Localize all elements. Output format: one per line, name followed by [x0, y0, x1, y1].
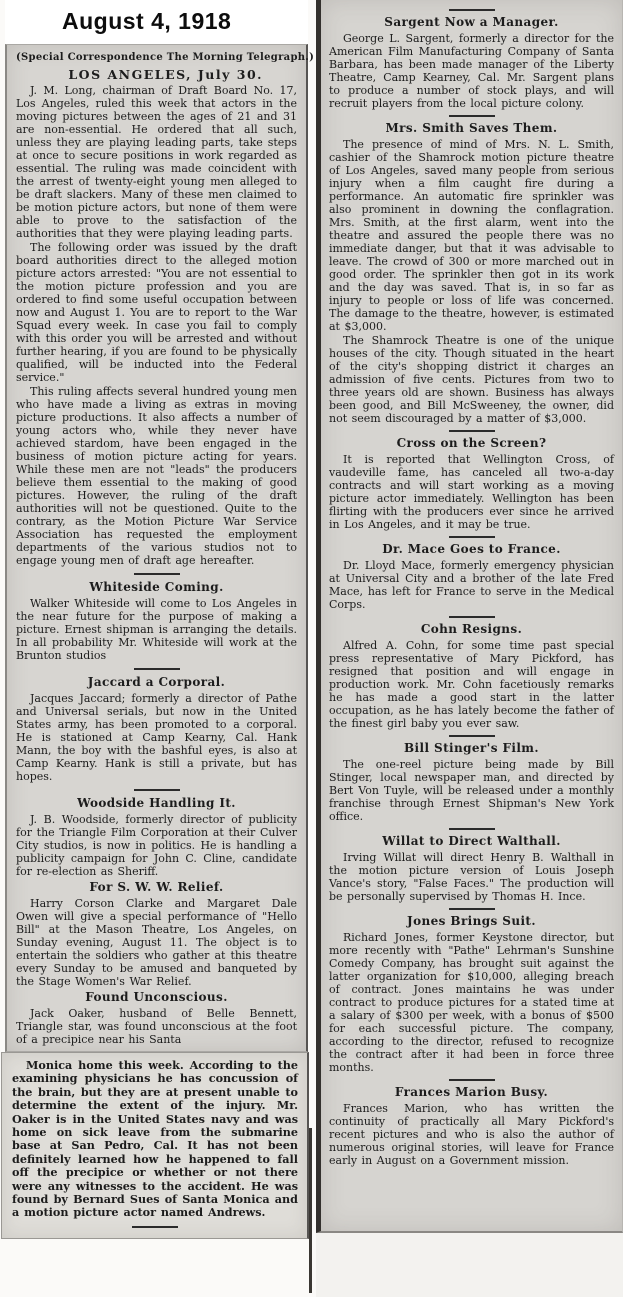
article-paragraph: The following order was issued by the draft board authorities direct to the alleged motion picture actors arrested: "You are not essential to the motion picture profession and you are ordered to find some useful occupation between now and August 1. You are to report to the War Squad every week. In case you fail to comply with this order you will be arrested and without further hearing, if you are found to be physically qualified, will be inducted into the Federal service."	[16, 241, 297, 384]
section-heading: Dr. Mace Goes to France.	[382, 542, 561, 556]
section-body	[16, 597, 297, 662]
section-heading: Jaccard a Corporal.	[87, 675, 226, 689]
section-body	[329, 138, 614, 425]
left-sections	[16, 573, 297, 1046]
news-section	[16, 880, 297, 988]
section-divider	[449, 536, 495, 538]
article-paragraph: J. M. Long, chairman of Draft Board No. 17, Los Angeles, ruled this week that actors in the moving pictures between the ages of 21 and 31 are non-essential. He ordered that all such, unless they are playing leading parts, take steps at once to secure positions in work regarded as essential. The ruling was made coincident with the arrest of twenty-eight young men alleged to be draft slackers. Many of these men claimed to be motion picture actors, but none of them were able to prove to the satisfaction of the authorities that they were playing leading parts.	[16, 84, 297, 240]
section-heading: Mrs. Smith Saves Them.	[385, 121, 558, 135]
right-sections	[329, 9, 614, 1167]
section-heading: Cohn Resigns.	[420, 622, 523, 636]
section-body	[329, 32, 614, 110]
section-body	[329, 639, 614, 730]
section-body	[16, 692, 297, 783]
article-paragraph: The one-reel picture being made by Bill Stinger, local newspaper man, and directed by Bert Von Tuyle, will be released under a monthly franchise through Ernest Shipman's New York office.	[329, 758, 614, 823]
section-body	[329, 1102, 614, 1167]
dateline: LOS ANGELES, July 30.	[68, 67, 263, 82]
article-paragraph: George L. Sargent, formerly a director for the American Film Manufacturing Company of Santa Barbara, has been made manager of the Liberty Theatre, Camp Kearney, Cal. Mr. Sargent plans to produce a number of stock plays, and will recruit players from the local picture colony.	[329, 32, 614, 110]
news-section	[329, 908, 614, 1074]
section-divider	[134, 573, 180, 575]
section-heading: Frances Marion Busy.	[394, 1085, 549, 1099]
section-heading: Found Unconscious.	[85, 990, 228, 1004]
section-heading: Cross on the Screen?	[396, 436, 547, 450]
section-body	[329, 758, 614, 823]
section-divider	[449, 9, 495, 11]
section-divider	[449, 616, 495, 618]
news-section	[16, 573, 297, 662]
article-paragraph: Irving Willat will direct Henry B. Walthall in the motion picture version of Louis Joseph Vance's story, "False Faces." The production will be personally supervised by Thomas H. Ince.	[329, 851, 614, 903]
section-heading: Jones Brings Suit.	[407, 914, 536, 928]
news-section	[16, 789, 297, 878]
section-heading: Bill Stinger's Film.	[404, 741, 539, 755]
section-heading: Woodside Handling It.	[77, 796, 236, 810]
article-paragraph: Richard Jones, former Keystone director, but more recently with "Pathe" Lehrman's Sunshine Comedy Company, has brought suit against the latter organization for $10,000, alleging breach of contract. Jones maintains he was under contract to produce pictures for a stated time at a salary of $300 per week, with a bonus of $500 for each successful picture. The company, according to the director, refused to recognize the contract after it had been in force three months.	[329, 931, 614, 1074]
news-section	[329, 828, 614, 903]
article-paragraph: Alfred A. Cohn, for some time past special press representative of Mary Pickford, has resigned that position and will engage in production work. Mr. Cohn facetiously remarks he has made a good start in the latter occupation, as he has lately become the father of the finest girl baby you ever saw.	[329, 639, 614, 730]
news-section	[329, 735, 614, 823]
section-heading: Whiteside Coming.	[89, 580, 224, 594]
news-section	[329, 9, 614, 110]
news-section	[329, 1079, 614, 1167]
clipping-edge-shadow	[309, 1128, 312, 1293]
section-body	[16, 897, 297, 988]
left-column	[5, 0, 315, 1239]
news-section	[16, 990, 297, 1046]
news-section	[329, 115, 614, 425]
section-heading: Willat to Direct Walthall.	[382, 834, 561, 848]
bold-clipping-fragment	[1, 1052, 309, 1239]
article-paragraph: Harry Corson Clarke and Margaret Dale Owen will give a special performance of "Hello Bill" at the Mason Theatre, Los Angeles, on Sunday evening, August 11. The object is to entertain the soldiers who gather at this theatre every Sunday to be amused and banqueted by the Stage Women's War Relief.	[16, 897, 297, 988]
section-heading: Sargent Now a Manager.	[384, 15, 559, 29]
article-paragraph: The presence of mind of Mrs. N. L. Smith, cashier of the Shamrock motion picture theatre of Los Angeles, saved many people from serious injury when a film caught fire during a performance. An automatic fire sprinkler was also prominent in downing the conflagration. Mrs. Smith, at the first alarm, went into the theatre and assured the people there was no immediate danger, but that it was advisable to leave. The crowd of 300 or more marched out in good order. The sprinkler then got in its work and the day was saved. That is, in so far as injury to people or loss of life was concerned. The damage to the theatre, however, is estimated at $3,000.	[329, 138, 614, 333]
section-divider	[449, 430, 495, 432]
page-title: August 4, 1918	[5, 0, 308, 44]
section-divider	[449, 908, 495, 910]
section-body	[16, 1007, 297, 1046]
news-section	[329, 430, 614, 531]
section-body	[329, 851, 614, 903]
main-article-body	[16, 84, 297, 567]
article-paragraph: The Shamrock Theatre is one of the unique houses of the city. Though situated in the heart of the city's shopping district it charges an admission of five cents. Pictures from two to three years old are shown. Business has always been good, and Bill McSweeney, the owner, did not seem discouraged by a matter of $3,000.	[329, 334, 614, 425]
section-divider	[134, 668, 180, 670]
section-body	[329, 559, 614, 611]
section-divider	[134, 789, 180, 791]
news-section	[329, 616, 614, 730]
section-divider	[449, 828, 495, 830]
left-news-clipping	[5, 44, 315, 1052]
right-column	[316, 0, 623, 1233]
credit-line: (Special Correspondence The Morning Telegraph.)	[16, 52, 315, 63]
article-paragraph: Frances Marion, who has written the continuity of practically all Mary Pickford's recent pictures and who is also the author of numerous original stories, will leave for France early in August on a Government mission.	[329, 1102, 614, 1167]
news-section	[329, 536, 614, 611]
article-paragraph: Dr. Lloyd Mace, formerly emergency physician at Universal City and a brother of the late Fred Mace, has left for France to serve in the Medical Corps.	[329, 559, 614, 611]
section-divider	[449, 735, 495, 737]
section-divider	[449, 1079, 495, 1081]
article-paragraph: This ruling affects several hundred young men who have made a living as extras in moving picture productions. It also affects a number of young actors who, while they never have achieved stardom, have been engaged in the business of motion picture acting for years. While these men are not "leads" the producers believe them essential to the making of good pictures. However, the ruling of the draft authorities will not be questioned. Quite to the contrary, as the Motion Picture War Service Association has requested the employment departments of the various studios not to engage young men of draft age hereafter.	[16, 385, 297, 567]
section-divider	[132, 1226, 178, 1228]
article-paragraph: Jacques Jaccard; formerly a director of Pathe and Universal serials, but now in the United States army, has been promoted to a corporal. He is stationed at Camp Kearny, Cal. Hank Mann, the boy with the bashful eyes, is also at Camp Kearny. Hank is still a private, but has hopes.	[16, 692, 297, 783]
section-body	[329, 931, 614, 1074]
article-paragraph: J. B. Woodside, formerly director of publicity for the Triangle Film Corporation at their Culver City studios, is now in politics. He is handling a publicity campaign for John C. Cline, candidate for re-election as Sheriff.	[16, 813, 297, 878]
article-paragraph: Walker Whiteside will come to Los Angeles in the near future for the purpose of making a picture. Ernest shipman is arranging the details. In all probability Mr. Whiteside will work at the Brunton studios	[16, 597, 297, 662]
section-heading: For S. W. W. Relief.	[89, 880, 224, 894]
article-paragraph: Monica home this week. According to the examining physicians he has concussion of the brain, but they are at present unable to determine the extent of the injury. Mr. Oaker is in the United States navy and was home on sick leave from the submarine base at San Pedro, Cal. It has not been definitely learned how he happened to fall off the precipice or whether or not there were any witnesses to the accident. He was found by Bernard Sues of Santa Monica and a motion picture actor named Andrews.	[12, 1058, 298, 1220]
article-paragraph: Jack Oaker, husband of Belle Bennett, Triangle star, was found unconscious at the foot of a precipice near his Santa	[16, 1007, 297, 1046]
section-body	[329, 453, 614, 531]
news-section	[16, 668, 297, 783]
section-body	[16, 813, 297, 878]
article-paragraph: It is reported that Wellington Cross, of vaudeville fame, has canceled all two-a-day contracts and will start working as a moving picture actor immediately. Wellington has been flirting with the producers ever since he arrived in Los Angeles, and it may be true.	[329, 453, 614, 531]
section-divider	[449, 115, 495, 117]
blank-paper-area	[316, 1233, 623, 1297]
